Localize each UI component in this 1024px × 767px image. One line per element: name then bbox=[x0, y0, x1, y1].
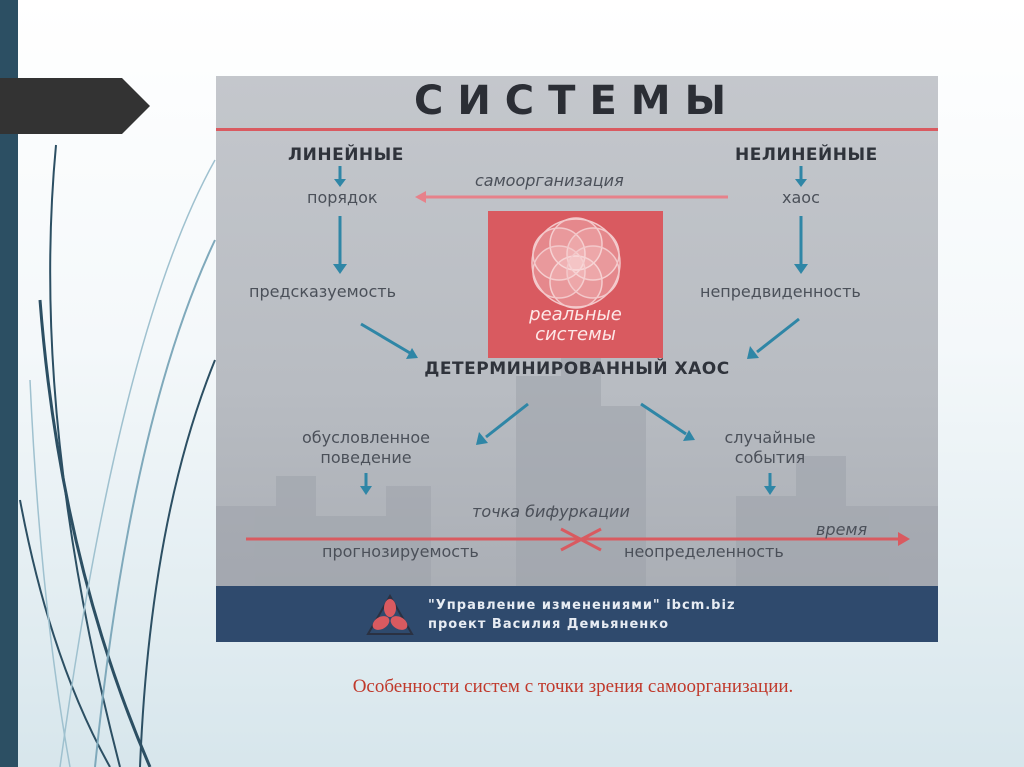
random-events-label bbox=[690, 428, 850, 468]
real-systems-line1: реальные bbox=[529, 304, 622, 325]
random-line2: события bbox=[734, 448, 806, 467]
footer-title: "Управление изменениями" ibcm.biz bbox=[428, 598, 736, 613]
predictability-label: предсказуемость bbox=[249, 282, 397, 301]
forecastability-label: прогнозируемость bbox=[322, 542, 479, 561]
footer-banner bbox=[216, 586, 938, 642]
deterministic-chaos-label: ДЕТЕРМИНИРОВАННЫЙ ХАОС bbox=[424, 359, 730, 379]
ibcm-logo-icon bbox=[366, 594, 414, 636]
unpredictability-label: непредвиденность bbox=[700, 282, 861, 301]
chaos-label: хаос bbox=[782, 188, 820, 207]
real-systems-box bbox=[488, 211, 663, 358]
conditioned-line2: поведение bbox=[320, 448, 412, 467]
conditioned-line1: обусловленное bbox=[302, 428, 430, 447]
real-systems-line2: системы bbox=[535, 324, 616, 345]
linear-header: ЛИНЕЙНЫЕ bbox=[288, 145, 404, 165]
systems-diagram bbox=[216, 76, 938, 642]
slide-caption: Особенности систем с точки зрения самоорганизации. bbox=[352, 676, 794, 697]
diagram-title: СИСТЕМЫ bbox=[413, 78, 741, 124]
bifurcation-point-label: точка бифуркации bbox=[472, 502, 630, 521]
self-organization-label: самоорганизация bbox=[475, 171, 624, 190]
conditioned-behavior-label bbox=[276, 428, 456, 468]
deco-line bbox=[140, 360, 215, 767]
random-line1: случайные bbox=[724, 428, 816, 447]
real-systems-label bbox=[488, 305, 663, 345]
order-label: порядок bbox=[307, 188, 378, 207]
deco-line bbox=[50, 145, 120, 767]
arrow-tab-shape bbox=[0, 78, 150, 134]
footer-author: проект Василия Демьяненко bbox=[428, 617, 670, 632]
title-underline bbox=[216, 128, 938, 131]
time-label: время bbox=[816, 520, 868, 539]
uncertainty-label: неопределенность bbox=[624, 542, 784, 561]
nonlinear-header: НЕЛИНЕЙНЫЕ bbox=[735, 145, 878, 165]
